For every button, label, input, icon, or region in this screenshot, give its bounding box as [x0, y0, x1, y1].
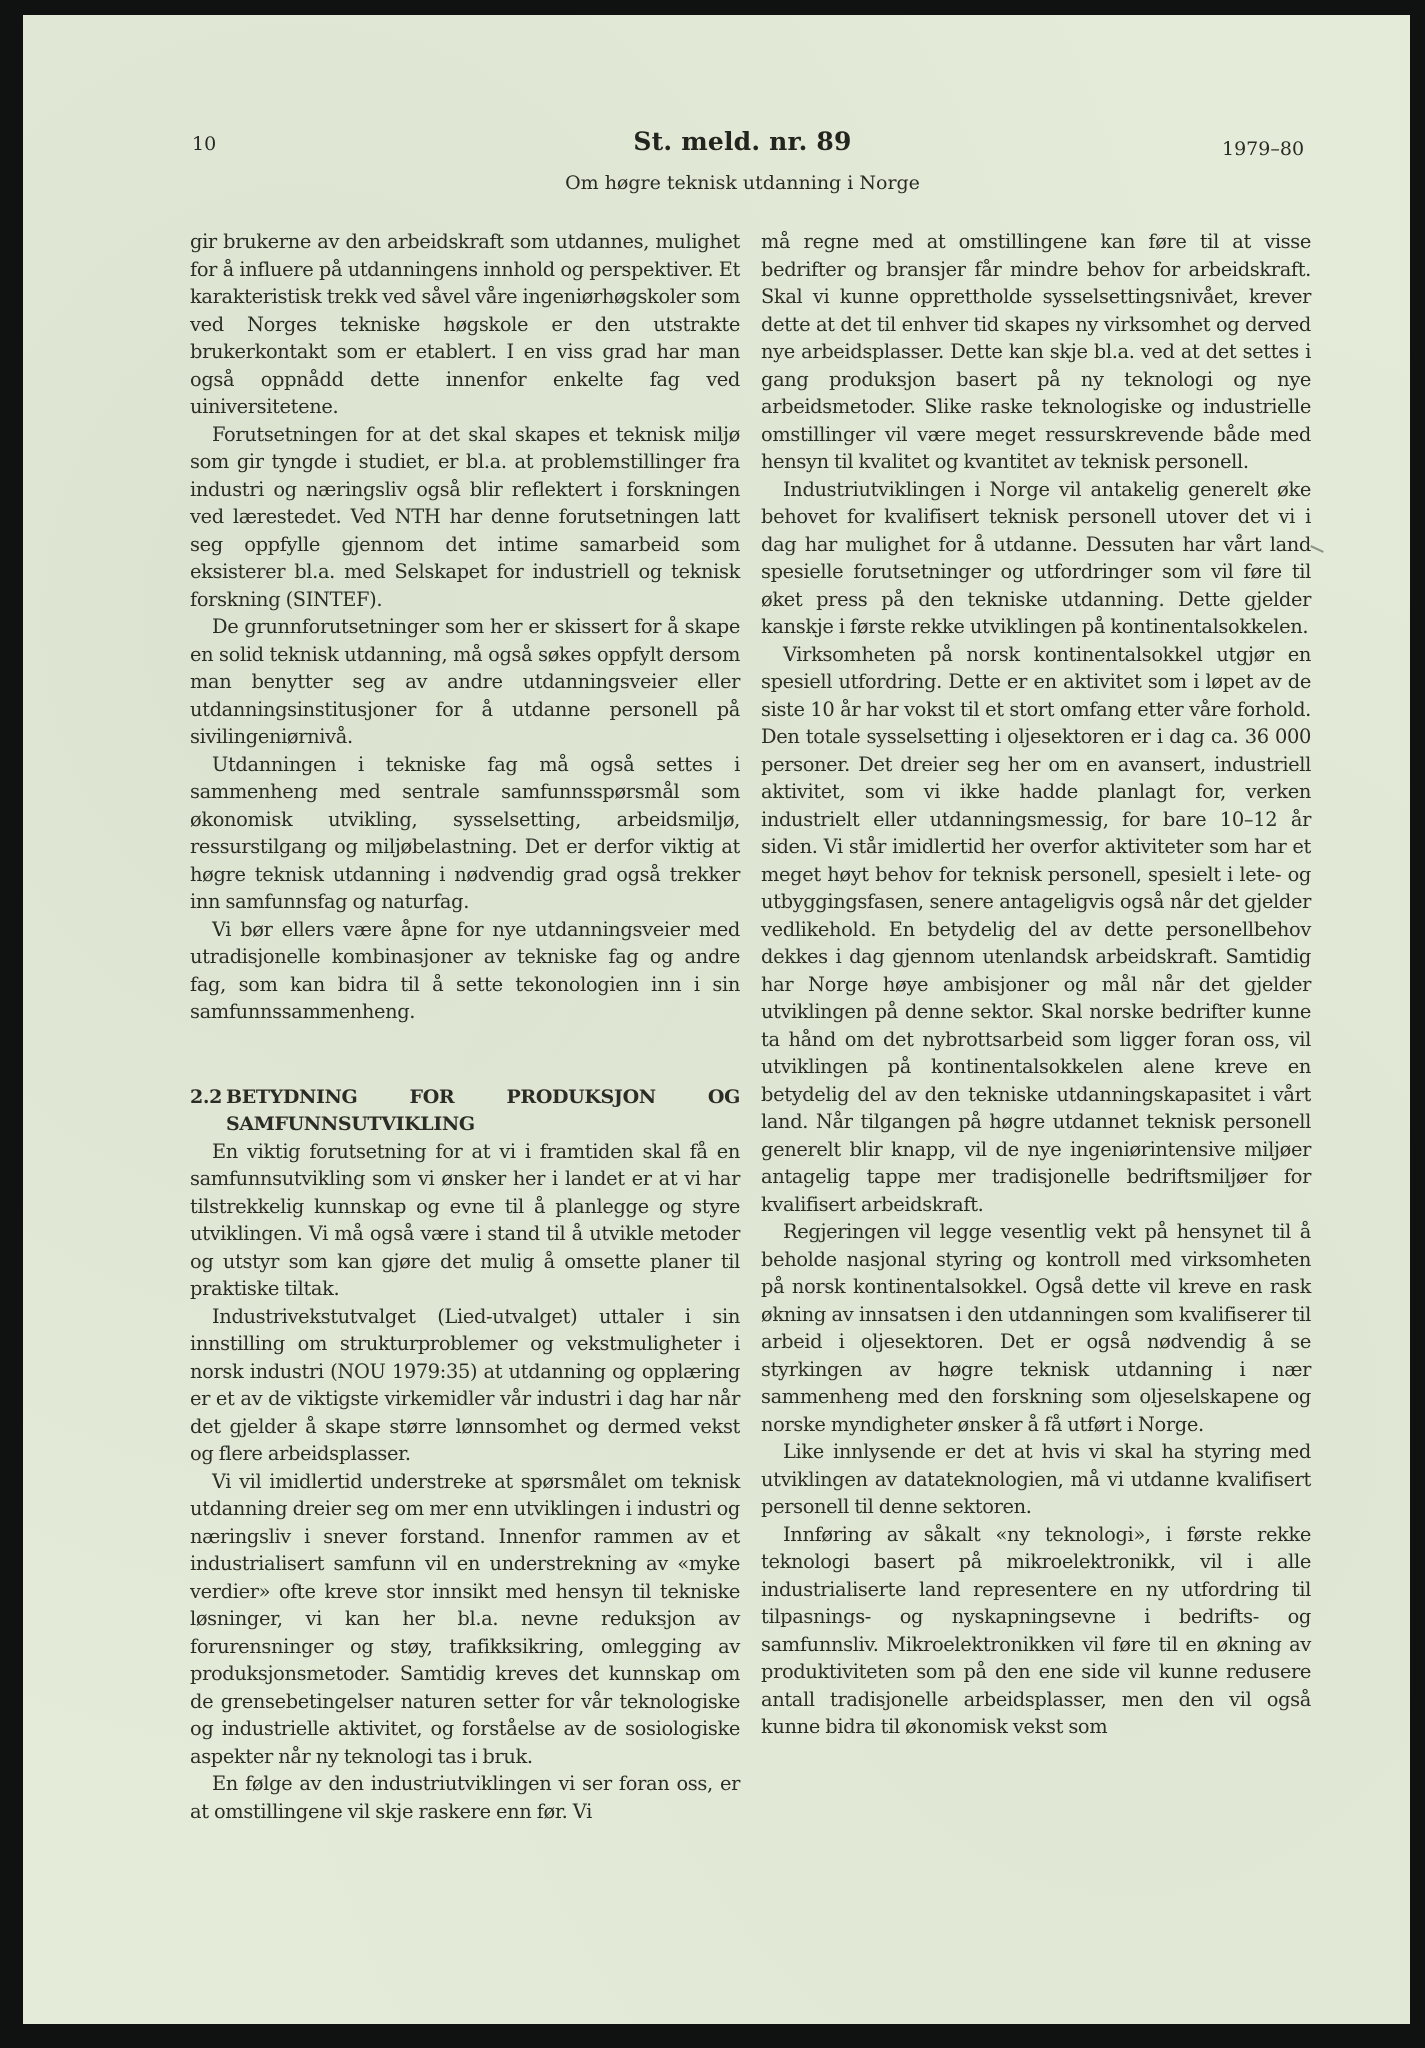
paragraph: Utdanningen i tekniske fag må også settes i sammenheng med sentrale samfunnsspørsmål som økonomisk utvikling, sysselsetting, arbeidsmiljø, ressurstilgang og miljøbelastning. Det er derfor viktig at høgre teknisk utdanning i nødvendig grad også trekker inn samfunnsfag og naturfag. — [190, 752, 740, 913]
paragraph: De grunnforutsetninger som her er skissert for å skape en solid teknisk utdanning, må også søkes oppfylt dersom man benytter seg av andre utdanningsveier eller utdanningsinstitusjoner for å utdanne personell på sivilingeniørnivå. — [190, 615, 740, 748]
paragraph: Like innlysende er det at hvis vi skal ha styring med utviklingen av datateknologien, må vi utdanne kvalifisert personell til denne sektoren. — [761, 1440, 1311, 1518]
document-subtitle: Om høgre teknisk utdanning i Norge — [565, 172, 920, 194]
paragraph: Virksomheten på norsk kontinentalsokkel utgjør en spesiell utfordring. Dette er en aktivitet som i løpet av de siste 10 år har vokst til et stort omfang etter våre forhold. Den totale sysselsetting i oljesektoren er i dag ca. 36 000 personer. Det dreier seg her om en avansert, industriell aktivitet, som vi ikke hadde planlagt for, verken industrielt eller utdanningsmessig, for bare 10–12 år siden. Vi står imidlertid her overfor aktiviteter som har et meget høyt behov for teknisk personell, spesielt i lete- og utbyggingsfasen, senere antageligvis også når det gjelder vedlikehold. En betydelig del av dette personellbehov dekkes i dag gjennom utenlandsk arbeidskraft. Samtidig har Norge høye ambisjoner og mål når det gjelder utviklingen på denne sektor. Skal norske bedrifter kunne ta hånd om det nybrottsarbeid som ligger foran oss, vil utviklingen på kontinentalsokkelen alene kreve en betydelig del av den tekniske utdanningskapasitet i vårt land. Når tilgangen på høgre utdannet teknisk personell generelt blir knapp, vil de nye ingeniørintensive miljøer antagelig tappe mer tradisjonelle bedriftsmiljøer for kvalifisert arbeidskraft. — [761, 642, 1311, 1216]
paragraph: Innføring av såkalt «ny teknologi», i første rekke teknologi basert på mikroelektronikk, vil i alle industrialiserte land representere en ny utfordring til tilpasnings- og nyskapningsevne i bedrifts- og samfunnsliv. Mikroelektronikken vil føre til en økning av produktiviteten som på den ene side vil kunne redusere antall tradisjonelle arbeidsplasser, men den vil også kunne bidra til økonomisk vekst som — [761, 1522, 1311, 1738]
section-title: BETYDNING FOR PRODUKSJON OG SAMFUNNSUTVIKLING — [226, 1085, 740, 1135]
paragraph: må regne med at omstillingene kan føre til at visse bedrifter og bransjer får mindre behov for arbeidskraft. Skal vi kunne opprettholde sysselsettingsnivået, krever dette at det til enhver tid skapes ny virksomhet og derved nye arbeidsplasser. Dette kan skje bl.a. ved at det settes i gang produksjon basert på ny teknologi og nye arbeidsmetoder. Slike raske teknologiske og industrielle omstillinger vil være meget ressurskrevende både med hensyn til kvalitet og kvantitet av teknisk personell. — [761, 230, 1311, 473]
paragraph: Vi vil imidlertid understreke at spørsmålet om teknisk utdanning dreier seg om mer enn utviklingen i industri og næringsliv i snever forstand. Innenfor rammen av et industrialisert samfunn vil en understrekning av «myke verdier» ofte kreve stor innsikt med hensyn til tekniske løsninger, vi kan her bl.a. nevne reduksjon av forurensninger og støy, trafikksikring, omlegging av produksjonsmetoder. Samtidig kreves det kunnskap om de grensebetingelser naturen setter for vår teknologiske og industrielle aktivitet, og forståelse av de sosiologiske aspekter når ny teknologi tas i bruk. — [190, 1469, 740, 1768]
paragraph: Industrivekstutvalget (Lied-utvalget) uttaler i sin innstilling om strukturproblemer og vekstmuligheter i norsk industri (NOU 1979:35) at utdanning og opplæring er et av de viktigste virkemidler vår industri i dag har når det gjelder å skape større lønnsomhet og dermed vekst og flere arbeidsplasser. — [190, 1304, 740, 1465]
right-column — [761, 228, 1311, 1741]
document-title: St. meld. nr. 89 — [633, 127, 852, 156]
section-heading — [190, 1084, 740, 1138]
paragraph: gir brukerne av den arbeidskraft som utdannes, mulighet for å influere på utdanningens innhold og perspektiver. Et karakteristisk trekk ved såvel våre ingeniørhøgskoler som ved Norges tekniske høgskole er den utstrakte brukerkontakt som er etablert. I en viss grad har man også oppnådd dette innenfor enkelte fag ved uiniversitetene. — [190, 230, 740, 418]
paragraph: Regjeringen vil legge vesentlig vekt på hensynet til å beholde nasjonal styring og kontroll med virksomheten på norsk kontinentalsokkel. Også dette vil kreve en rask økning av innsatsen i den utdanningen som kvalifiserer til arbeid i oljesektoren. Det er også nødvendig å se styrkingen av høgre teknisk utdanning i nær sammenheng med den forskning som oljeselskapene og norske myndigheter ønsker å få utført i Norge. — [761, 1220, 1311, 1436]
paragraph: En viktig forutsetning for at vi i framtiden skal få en samfunnsutvikling som vi ønsker her i landet er at vi har tilstrekkelig kunnskap og evne til å planlegge og styre utviklingen. Vi må også være i stand til å utvikle metoder og utstyr som kan gjøre det mulig å omsette planer til praktiske tiltak. — [190, 1139, 740, 1300]
paragraph: Vi bør ellers være åpne for nye utdanningsveier med utradisjonelle kombinasjoner av tekniske fag og andre fag, som kan bidra til å sette tekonologien inn i sin samfunnssammenheng. — [190, 917, 740, 1023]
left-column — [190, 228, 740, 1825]
page-number: 10 — [192, 133, 217, 155]
paragraph: Forutsetningen for at det skal skapes et teknisk miljø som gir tyngde i studiet, er bl.a. at problemstillinger fra industri og næringsliv også blir reflektert i forskningen ved lærestedet. Ved NTH har denne forutsetningen latt seg oppfylle gjennom det intime samarbeid som eksisterer bl.a. med Selskapet for industriell og teknisk forskning (SINTEF). — [190, 422, 740, 611]
section-number: 2.2 — [190, 1085, 223, 1108]
document-year: 1979–80 — [1222, 138, 1305, 160]
paragraph: Industriutviklingen i Norge vil antakelig generelt øke behovet for kvalifisert teknisk personell utover det vi i dag har mulighet for å utdanne. Dessuten har vårt land spesielle forutsetninger og utfordringer som vil føre til øket press på den tekniske utdanning. Dette gjelder kanskje i første rekke utviklingen på kontinentalsokkelen. — [761, 477, 1311, 638]
paragraph: En følge av den industriutviklingen vi ser foran oss, er at omstillingene vil skje raskere enn før. Vi — [190, 1772, 740, 1823]
